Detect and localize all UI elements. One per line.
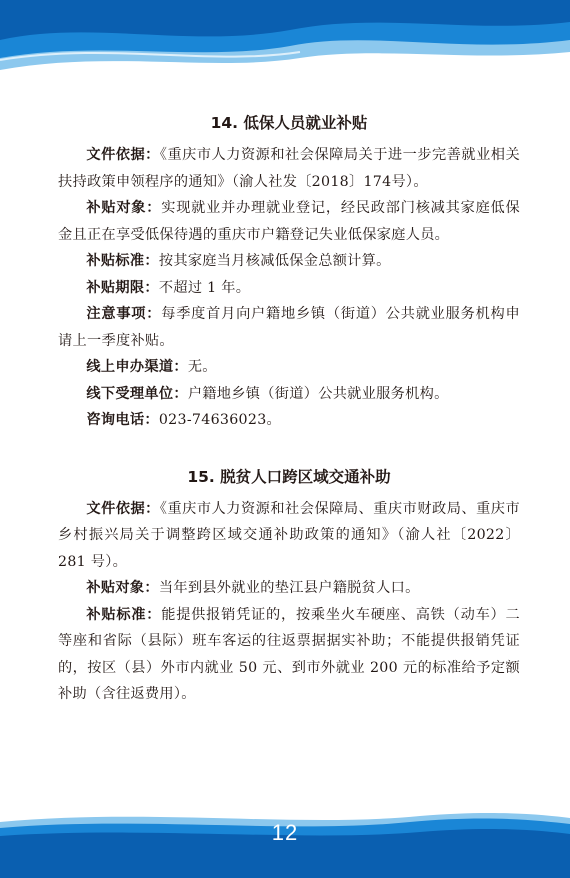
item-label: 注意事项： [86, 306, 162, 322]
page-content [58, 110, 520, 708]
item-label: 补贴对象： [86, 200, 162, 216]
section-14-body [58, 142, 520, 434]
section-14-title: 14. 低保人员就业补贴 [210, 114, 368, 132]
item-text: 无。 [187, 359, 217, 375]
section-15-item [58, 575, 520, 602]
item-text: 当年到县外就业的垫江县户籍脱贫人口。 [158, 580, 420, 596]
item-text: 能提供报销凭证的，按乘坐火车硬座、高铁（动车）二等座和省际（县际）班车客运的往返票据据实补助；不能提供报销凭证的，按区（县）外市内就业 50 元、到市外就业 200 元的标准给予定额补助（含往返费用）。 [58, 606, 520, 702]
item-text: 《重庆市人力资源和社会保障局、重庆市财政局、重庆市乡村振兴局关于调整跨区域交通补助政策的通知》（渝人社〔2022〕281 号）。 [58, 500, 520, 570]
page-number: 12 [271, 820, 299, 845]
item-text: 023-74636023。 [158, 412, 282, 428]
item-label: 补贴对象： [86, 580, 159, 596]
section-14-item [58, 142, 520, 195]
section-14-item [58, 381, 520, 408]
item-label: 文件依据： [86, 500, 160, 517]
item-text: 按其家庭当月核减低保金总额计算。 [158, 253, 391, 269]
item-label: 线下受理单位： [86, 385, 188, 402]
item-text: 《重庆市人力资源和社会保障局关于进一步完善就业相关扶持政策申领程序的通知》（渝人社发〔2018〕174号）。 [58, 147, 520, 190]
item-text: 户籍地乡镇（街道）公共就业服务机构。 [187, 385, 449, 402]
item-label: 咨询电话： [86, 412, 159, 428]
item-label: 补贴期限： [86, 279, 159, 296]
section-14-item [58, 195, 520, 248]
section-15-body [58, 496, 520, 708]
top-wave-banner [0, 0, 570, 80]
item-label: 线上申办渠道： [86, 359, 188, 375]
section-15-title: 15. 脱贫人口跨区域交通补助 [187, 467, 391, 486]
section-14-item [58, 407, 520, 434]
item-label: 补贴标准： [86, 253, 159, 269]
item-label: 文件依据： [86, 147, 160, 163]
item-text: 每季度首月向户籍地乡镇（街道）公共就业服务机构申请上一季度补贴。 [58, 306, 520, 349]
section-15-item [58, 496, 520, 576]
item-label: 补贴标准： [86, 606, 162, 623]
item-text: 不超过 1 年。 [158, 279, 251, 296]
section-14-item [58, 354, 520, 381]
section-15-item [58, 602, 520, 708]
section-14-item [58, 275, 520, 302]
section-14-item [58, 301, 520, 354]
section-14-item [58, 248, 520, 275]
item-text: 实现就业并办理就业登记，经民政部门核减其家庭低保金且正在享受低保待遇的重庆市户籍登记失业低保家庭人员。 [58, 200, 520, 243]
